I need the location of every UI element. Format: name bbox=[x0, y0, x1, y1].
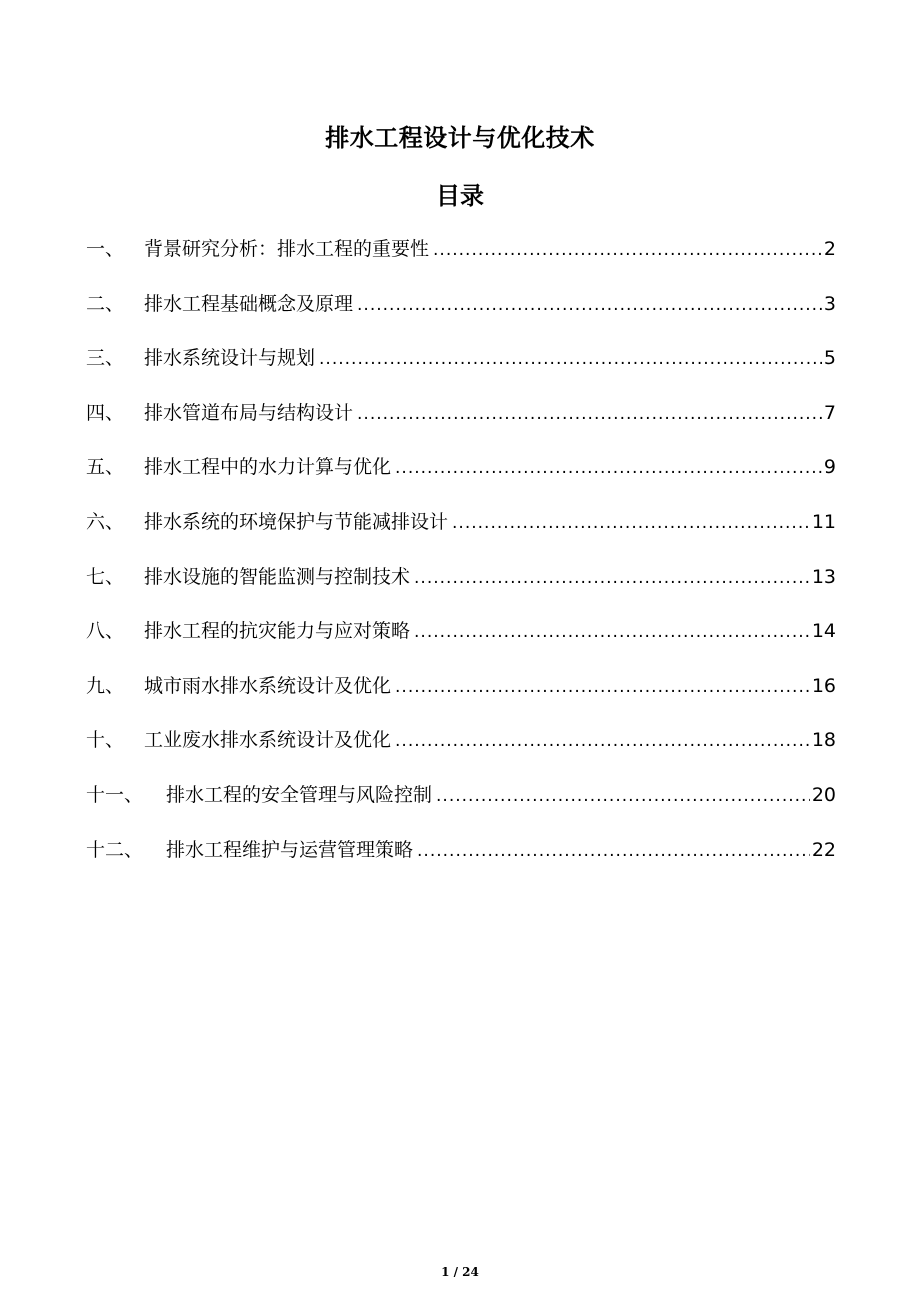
toc-entry-page: 13 bbox=[811, 565, 836, 588]
toc-dot-leader bbox=[452, 508, 810, 538]
toc-entry-7[interactable] bbox=[86, 562, 836, 617]
toc-entry-label: 排水管道布局与结构设计 bbox=[144, 401, 354, 424]
toc-entry-number: 七、 bbox=[86, 565, 125, 588]
toc-entry-page: 20 bbox=[811, 783, 836, 806]
toc-entry-page: 3 bbox=[823, 292, 836, 315]
toc-entry-label: 排水设施的智能监测与控制技术 bbox=[144, 565, 411, 588]
page-number-footer: 1 / 24 bbox=[441, 1265, 479, 1279]
toc-dot-leader bbox=[395, 672, 810, 702]
toc-entry-number: 六、 bbox=[86, 510, 125, 533]
toc-dot-leader bbox=[357, 399, 822, 429]
toc-entry-page: 14 bbox=[811, 620, 836, 643]
toc-dot-leader bbox=[433, 235, 822, 265]
toc-entry-page: 9 bbox=[823, 456, 836, 479]
toc-entry-label: 排水工程的抗灾能力与应对策略 bbox=[144, 620, 411, 643]
toc-dot-leader bbox=[395, 726, 810, 756]
toc-entry-number: 四、 bbox=[86, 401, 125, 424]
toc-entry-12[interactable] bbox=[86, 835, 836, 890]
toc-dot-leader bbox=[417, 836, 810, 866]
toc-entry-label: 排水工程中的水力计算与优化 bbox=[144, 456, 392, 479]
toc-dot-leader bbox=[395, 453, 822, 483]
toc-entry-1[interactable] bbox=[86, 234, 836, 289]
toc-entry-number: 一、 bbox=[86, 238, 125, 260]
toc-entry-9[interactable] bbox=[86, 671, 836, 726]
toc-entry-label: 排水工程的安全管理与风险控制 bbox=[166, 783, 433, 806]
toc-entry-page: 7 bbox=[823, 401, 836, 424]
toc-heading: 目录 bbox=[436, 182, 484, 210]
toc-entry-10[interactable] bbox=[86, 725, 836, 780]
toc-entry-label: 排水工程维护与运营管理策略 bbox=[166, 838, 414, 861]
toc-entry-label: 工业废水排水系统设计及优化 bbox=[144, 729, 392, 752]
toc-entry-number: 十、 bbox=[86, 729, 125, 752]
toc-entry-page: 5 bbox=[823, 347, 836, 370]
toc-entry-label: 排水工程基础概念及原理 bbox=[144, 292, 354, 315]
toc-entry-label: 排水系统设计与规划 bbox=[144, 347, 316, 370]
toc-entry-label: 背景研究分析：排水工程的重要性 bbox=[144, 238, 430, 260]
document-title: 排水工程设计与优化技术 bbox=[325, 124, 595, 152]
toc-entry-6[interactable] bbox=[86, 507, 836, 562]
toc-entry-number: 五、 bbox=[86, 456, 125, 479]
toc-entry-page: 22 bbox=[811, 838, 836, 861]
toc-entry-number: 八、 bbox=[86, 620, 125, 643]
toc-entry-page: 16 bbox=[811, 674, 836, 697]
toc-entry-number: 十二、 bbox=[86, 838, 144, 861]
toc-entry-number: 二、 bbox=[86, 292, 125, 315]
toc-dot-leader bbox=[414, 563, 810, 593]
toc-entry-2[interactable] bbox=[86, 289, 836, 344]
toc-entry-label: 排水系统的环境保护与节能减排设计 bbox=[144, 510, 449, 533]
toc-entry-11[interactable] bbox=[86, 780, 836, 835]
toc-entry-5[interactable] bbox=[86, 452, 836, 507]
toc-entry-8[interactable] bbox=[86, 616, 836, 671]
toc-dot-leader bbox=[436, 781, 810, 811]
toc-dot-leader bbox=[357, 290, 822, 320]
toc-entry-page: 11 bbox=[811, 510, 836, 533]
toc-entry-number: 三、 bbox=[86, 347, 125, 370]
toc-entry-page: 2 bbox=[823, 238, 836, 260]
toc-dot-leader bbox=[414, 617, 810, 647]
toc-entry-label: 城市雨水排水系统设计及优化 bbox=[144, 674, 392, 697]
toc-entry-number: 十一、 bbox=[86, 783, 144, 806]
toc-entry-number: 九、 bbox=[86, 674, 125, 697]
table-of-contents bbox=[86, 234, 836, 889]
toc-entry-3[interactable] bbox=[86, 343, 836, 398]
toc-dot-leader bbox=[319, 344, 822, 374]
toc-entry-4[interactable] bbox=[86, 398, 836, 453]
toc-entry-page: 18 bbox=[811, 729, 836, 752]
